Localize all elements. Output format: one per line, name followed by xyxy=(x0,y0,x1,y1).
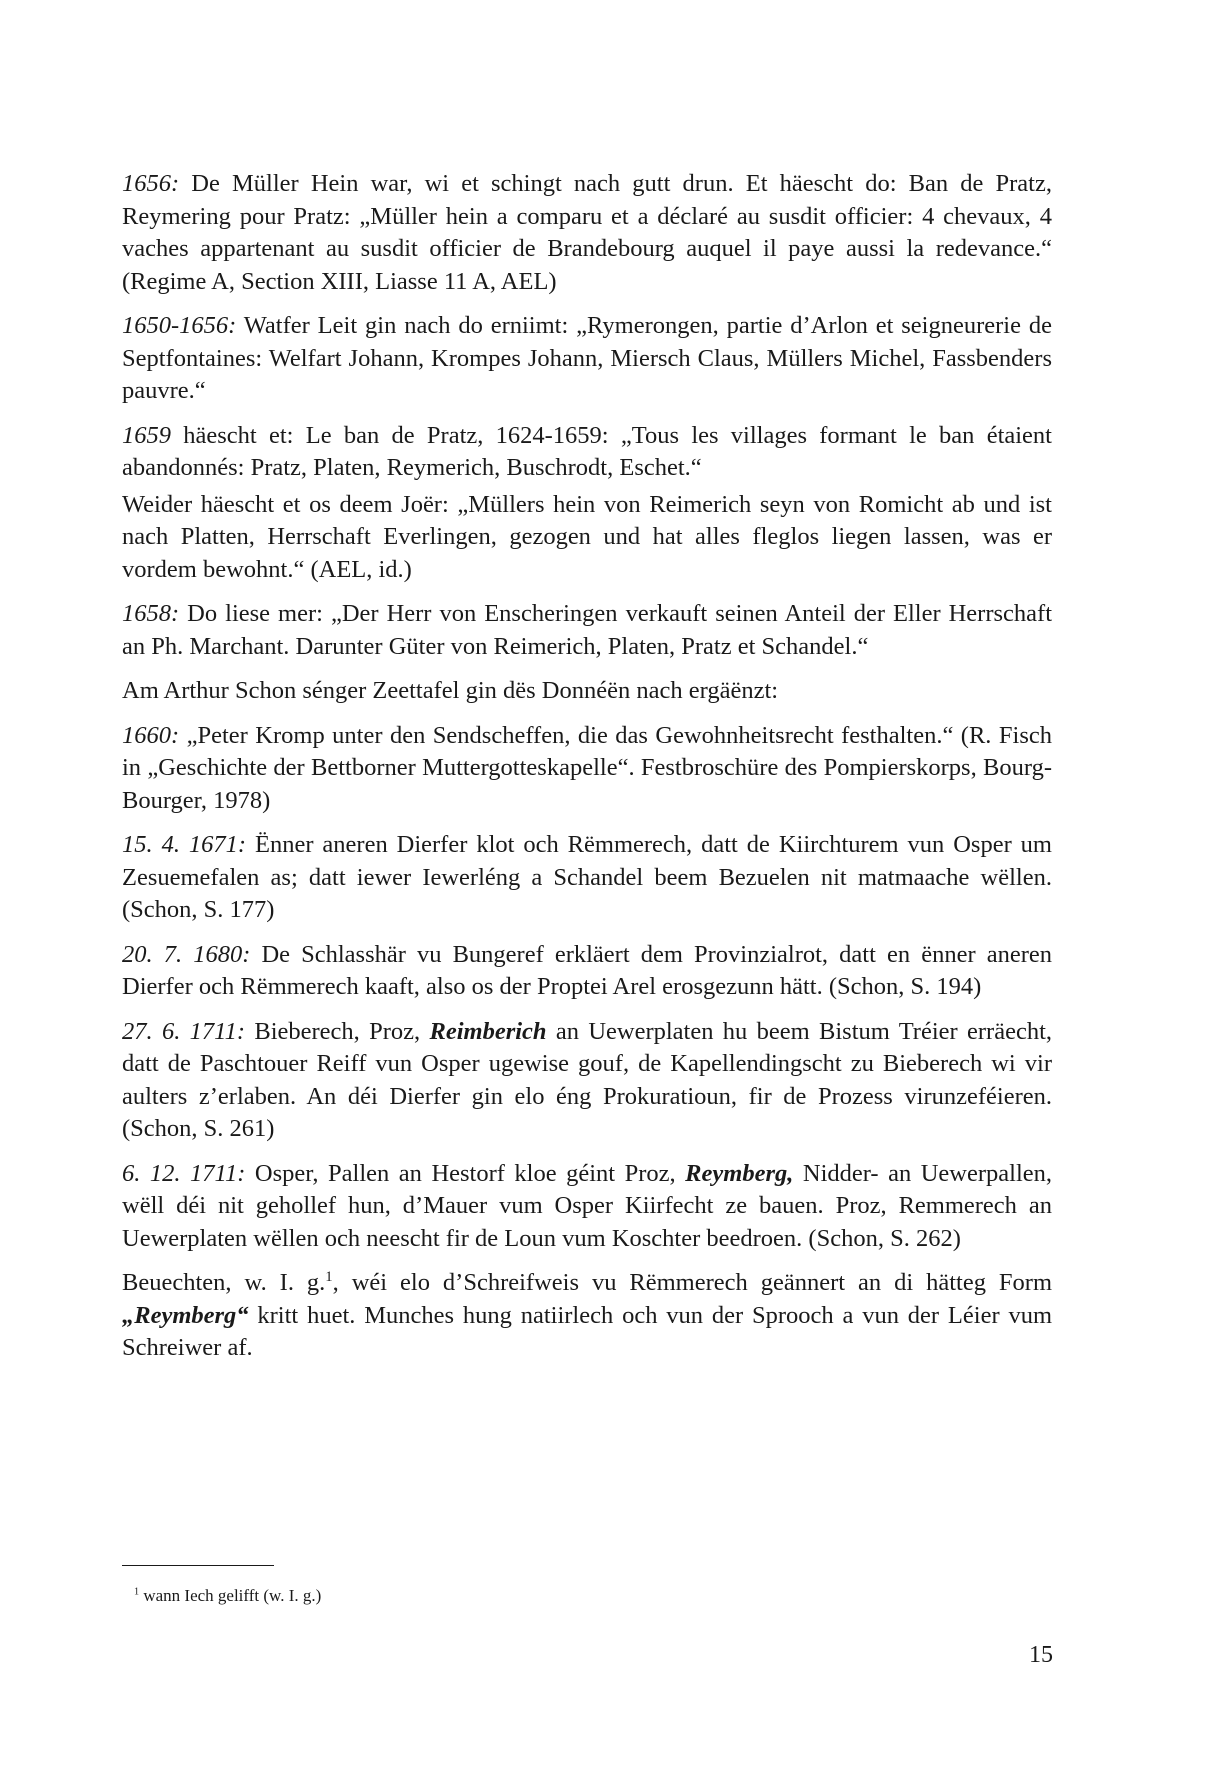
entry-text: Am Arthur Schon sénger Zeettafel gin dës Donnéën nach ergäënzt: xyxy=(122,677,779,704)
entry-text: Nidder- an Uewerpallen, wëll déi nit gehollef hun, d’Mauer vum Osper Kiirfecht ze bauen. Proz, Remmerech an Uewerplaten wëllen och neescht fir de Loun vum Koschter beedroen. (Schon, S. 262) xyxy=(122,1159,1053,1252)
paragraph-1680 xyxy=(122,939,1052,1004)
entry-date: 1656: xyxy=(122,170,180,197)
entry-text: Watfer Leit gin nach do erniimt: „Rymerongen, partie d’Arlon et seigneurerie de Septfontaines: Welfart Johann, Krompes Johann, Miersch Claus, Müllers Michel, Fassbenders pauvre.“ xyxy=(122,312,1052,404)
entry-date: 27. 6. 1711: xyxy=(122,1017,246,1045)
entry-date: 1650-1656: xyxy=(122,312,237,339)
paragraph-1711-december xyxy=(122,1158,1052,1256)
paragraph-1660 xyxy=(122,720,1052,818)
paragraph-1656 xyxy=(122,168,1052,298)
entry-text: Osper, Pallen an Hestorf kloe géint Proz, xyxy=(245,1159,686,1187)
paragraph-1650-1656 xyxy=(122,310,1052,408)
entry-text: häescht et: Le ban de Pratz, 1624-1659: „Tous les villages formant le ban étaient abandonnés: Pratz, Platen, Reymerich, Buschrodt, Eschet.“ xyxy=(122,421,1052,481)
paragraph-1658 xyxy=(122,598,1052,663)
entry-date: 20. 7. 1680: xyxy=(122,940,251,968)
entry-date: 6. 12. 1711: xyxy=(122,1159,246,1187)
footnote-marker: 1 xyxy=(134,1586,140,1598)
emphasized-place-name: Reimberich xyxy=(429,1017,547,1045)
emphasized-place-name: „Reymberg“ xyxy=(122,1301,249,1329)
footnote-reference: 1 xyxy=(325,1268,333,1285)
paragraph-closing xyxy=(122,1267,1052,1365)
entry-text: De Müller Hein war, wi et schingt nach gutt drun. Et häescht do: Ban de Pratz, Reymering pour Pratz: „Müller hein a comparu et a déclaré au susdit officier: 4 chevaux, 4 vaches appartenant au susdit officier de Brandebourg auquel il paye aussi la redevance.“ (Regime A, Section XIII, Liasse 11 A, AEL) xyxy=(122,170,1052,295)
paragraph-zeettafel xyxy=(122,675,1052,708)
entry-text: Bieberech, Proz, xyxy=(245,1017,430,1045)
page-number: 15 xyxy=(1029,1642,1053,1668)
closing-text: kritt huet. Munches hung natiirlech och vun der Sprooch a vun der Léier vum Schreiwer af. xyxy=(122,1301,1052,1361)
entry-text: Weider häescht et os deem Joër: „Müllers hein von Reimerich seyn von Romicht ab und ist nach Platten, Herrschaft Everlingen, gezogen und hat alles fleglos liegen lassen, was er vordem bewohnt.“ (AEL, id.) xyxy=(122,490,1052,583)
paragraph-1659 xyxy=(122,420,1052,485)
entry-date: 1659 xyxy=(122,421,171,449)
paragraph-weider xyxy=(122,489,1052,587)
closing-text: Beuechten, w. I. g. xyxy=(122,1269,326,1296)
footnote-text: wann Iech gelifft (w. I. g.) xyxy=(139,1586,322,1605)
entry-text: Ënner aneren Dierfer klot och Rëmmerech, datt de Kiirchturem vun Osper um Zesuemefalen as; datt iewer Iewerléng a Schandel beem Bezuelen nit matmaache wëllen. (Schon, S. 177) xyxy=(122,831,1052,923)
closing-text: , wéi elo d’Schreifweis vu Rëmmerech geännert an di hätteg Form xyxy=(332,1269,1052,1296)
entry-text: an Uewerplaten hu beem Bistum Tréier erräecht, datt de Paschtouer Reiff vun Osper ugewise gouf, de Kapellendingscht zu Bieberech wi vir aulters z’erlaben. An déi Dierfer gin elo éng Prokuratioun, fir de Prozess virunzeféieren. (Schon, S. 261) xyxy=(122,1017,1053,1142)
emphasized-place-name: Reymberg, xyxy=(685,1159,794,1187)
page-body xyxy=(122,168,1052,1377)
entry-text: De Schlasshär vu Bungeref erkläert dem Provinzialrot, datt en ënner aneren Dierfer och Rëmmerech kaaft, also os der Proptei Arel erosgezunn hätt. (Schon, S. 194) xyxy=(122,940,1052,1000)
footnote xyxy=(134,1585,321,1607)
entry-date: 1660: xyxy=(122,721,180,749)
paragraph-1671 xyxy=(122,829,1052,927)
entry-date: 15. 4. 1671: xyxy=(122,831,247,858)
entry-text: „Peter Kromp unter den Sendscheffen, die das Gewohnheitsrecht festhalten.“ (R. Fisch in „Geschichte der Bettborner Muttergotteskapelle“. Festbroschüre des Pompierskorps, Bourg-Bourger, 1978) xyxy=(122,721,1052,814)
entry-date: 1658: xyxy=(122,600,180,627)
paragraph-1711-june xyxy=(122,1016,1052,1146)
entry-text: Do liese mer: „Der Herr von Enscheringen verkauft seinen Anteil der Eller Herrschaft an Ph. Marchant. Darunter Güter von Reimerich, Platen, Pratz et Schandel.“ xyxy=(122,600,1052,660)
footnote-divider xyxy=(122,1565,274,1566)
